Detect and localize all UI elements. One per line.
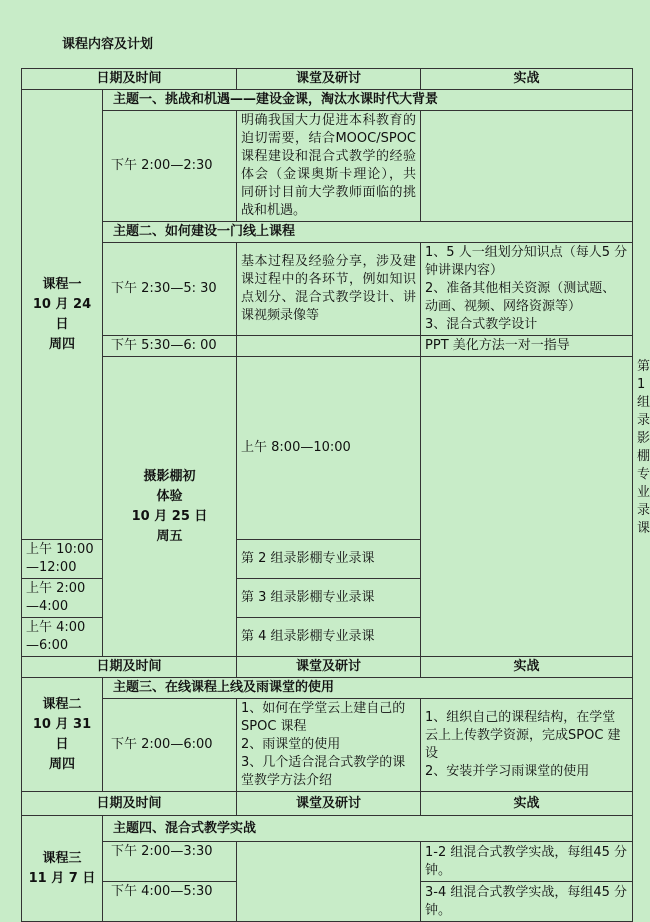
practice-content: 1-2 组混合式教学实战，每组45 分钟。 bbox=[421, 842, 633, 882]
theme-4: 主题四、混合式教学实战 bbox=[103, 816, 633, 842]
table-header-row bbox=[22, 69, 633, 90]
time-slot: 上午 10:00—12:00 bbox=[22, 540, 103, 579]
time-slot: 下午 2:00—2:30 bbox=[103, 111, 237, 222]
classroom-content: 基本过程及经验分享，涉及建课过程中的各环节，例如知识点划分、混合式教学设计、讲课视频录像等 bbox=[237, 243, 421, 336]
time-slot: 上午 8:00—10:00 bbox=[237, 357, 421, 540]
time-slot: 上午 4:00—6:00 bbox=[22, 618, 103, 657]
time-slot: 下午 2:00—3:30 bbox=[103, 842, 237, 882]
day-cell-studio: 摄影棚初 体验 10 月 25 日 周五 bbox=[103, 357, 237, 657]
time-slot: 上午 2:00—4:00 bbox=[22, 579, 103, 618]
table-header-row: 日期及时间 课堂及研讨 实战 bbox=[22, 657, 633, 678]
practice-content: 第 2 组录影棚专业录课 bbox=[237, 540, 421, 579]
practice-empty bbox=[421, 111, 633, 222]
theme-1: 主题一、挑战和机遇——建设金课，淘汰水课时代大背景 bbox=[103, 90, 633, 111]
time-slot: 下午 2:00—6:00 bbox=[103, 699, 237, 792]
classroom-content: 1、如何在学堂云上建自己的 SPOC 课程 2、雨课堂的使用 3、几个适合混合式教学的课堂教学方法介绍 bbox=[237, 699, 421, 792]
header-classroom: 课堂及研讨 bbox=[237, 69, 421, 90]
classroom-content: 明确我国大力促进本科教育的迫切需要，结合MOOC/SPOC 课程建设和混合式教学的经验体会（金课奥斯卡理论），共同研讨目前大学教师面临的挑战和机遇。 bbox=[237, 111, 421, 222]
day-cell-course-2: 课程二 10 月 31 日 周四 bbox=[22, 678, 103, 792]
page-title: 课程内容及计划 bbox=[62, 37, 154, 52]
header-date-time: 日期及时间 bbox=[22, 69, 237, 90]
table-header-row: 日期及时间 课堂及研讨 实战 bbox=[22, 792, 633, 816]
time-slot: 下午 2:30—5: 30 bbox=[103, 243, 237, 336]
practice-content: PPT 美化方法一对一指导 bbox=[421, 336, 633, 357]
day-cell-course-1: 课程一 10 月 24 日 周四 bbox=[22, 90, 103, 540]
practice-content: 第 3 组录影棚专业录课 bbox=[237, 579, 421, 618]
theme-3: 主题三、在线课程上线及雨课堂的使用 bbox=[103, 678, 633, 699]
header-practice: 实战 bbox=[421, 69, 633, 90]
time-slot: 下午 5:30—6: 00 bbox=[103, 336, 237, 357]
day-cell-course-3: 课程三 11 月 7 日 bbox=[22, 816, 103, 922]
practice-content: 1、5 人一组划分知识点（每人5 分钟讲课内容） 2、准备其他相关资源（测试题、动画、视频、网络资源等） 3、混合式教学设计 bbox=[421, 243, 633, 336]
schedule-table: 日期及时间 课堂及研讨 实战 课程一 10 月 24 日 周四 主题一、挑战和机遇——建设金课，淘汰水课时代大背景 下午 2:00—2:30 明确我国大力促进本科教育的迫切需要，结合MOOC/SPOC 课程建设和混合式教学的经验体会（金课奥斯卡理论），共同研讨目前大学教师面临的挑战和机遇。 主题二、如何建设一门线上课程 下午 2:30—5: 30 基本过程及经验分享，涉及建课过程中的各环节，例如知识点划分、混合式教学设计、讲课视频录像等 1、5 人一组划分知识点（每人5 分钟讲课内容） 2、准备其他相关资源（测试题、动画、视频、网络资源等） 3、混合式教学设计 下午 5:30—6: 00 PPT 美化方法一对一指导 摄影棚初 体验 10 月 25 日 周五 上午 8:00—10:00 第 1 组录影棚专业录课 上午 10:00—12:00 第 2 组录影棚专业录课 上午 2:00—4:00 第 3 组录影棚专业录课 上午 4:00—6:00 第 4 组录影棚专业录课 日期及时间 课堂及研讨 实战 课程二 10 月 31 日 周四 主题三、在线课程上线及雨课堂的使用 下午 2:00—6:00 1、如何在学堂云上建自己的 SPOC 课程 2、雨课堂的使用 3、几个适合混合式教学的课堂教学方法介绍 1、组织自己的课程结构，在学堂云上上传教学资源，完成SPOC 建设 2、安装并学习雨课堂的使用 日期及时间 课堂及研讨 实战 课程三 11 月 7 日 主题四、混合式教学实战 下午 2:00—3:30 1-2 组混合式教学实战，每组45 分钟。 下午 4:00—5:30 3-4 组混合式教学实战，每组45 分钟。 bbox=[21, 68, 633, 922]
practice-content: 3-4 组混合式教学实战，每组45 分钟。 bbox=[421, 882, 633, 922]
practice-content: 1、组织自己的课程结构，在学堂云上上传教学资源，完成SPOC 建设 2、安装并学习雨课堂的使用 bbox=[421, 699, 633, 792]
theme-2: 主题二、如何建设一门线上课程 bbox=[103, 222, 633, 243]
practice-content: 第 4 组录影棚专业录课 bbox=[237, 618, 421, 657]
time-slot: 下午 4:00—5:30 bbox=[103, 882, 237, 922]
